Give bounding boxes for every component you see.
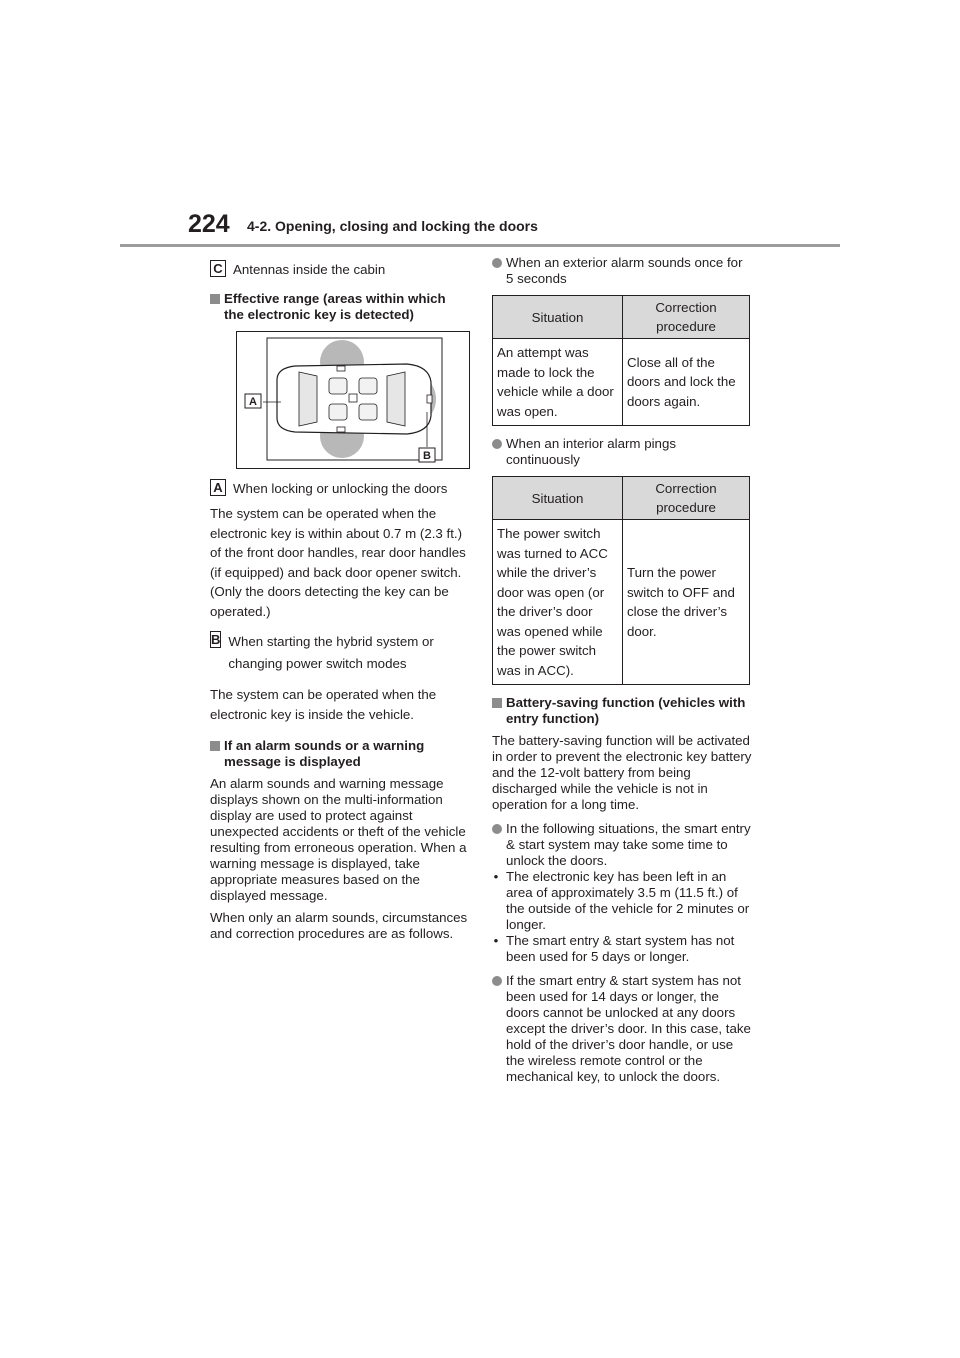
antenna-range-figure bbox=[236, 331, 470, 469]
paragraph-alarm-only: When only an alarm sounds, circumstances and correction procedures are as follows. bbox=[210, 910, 468, 941]
circle-bullet-icon bbox=[492, 439, 502, 449]
bullet-14-days-text: If the smart entry & start system has not been used for 14 days or longer, the doors cannot be unlocked at any doors except the driver’s door. In this case, take hold of the driver’s door handle, or use the wireless remote control or the mechanical key, to unlock the doors. bbox=[506, 973, 751, 1084]
car-top-view-illustration bbox=[237, 332, 469, 468]
heading-battery-saving bbox=[492, 695, 752, 727]
list-item bbox=[492, 869, 752, 933]
table-cell: Close all of the doors and lock the doors again. bbox=[623, 339, 750, 426]
heading-effective-range bbox=[210, 291, 468, 323]
circle-bullet-icon bbox=[492, 258, 502, 268]
page-number: 224 bbox=[188, 210, 230, 238]
bullet-situations-text: In the following situations, the smart entry & start system may take some time to unlock the doors. bbox=[506, 821, 751, 868]
caption-b-text: When starting the hybrid system or changing power switch modes bbox=[228, 634, 434, 671]
section-title: 4-2. Opening, closing and locking the doors bbox=[247, 218, 538, 234]
heading-alarm bbox=[210, 738, 468, 770]
heading-effective-range-text: Effective range (areas within which the electronic key is detected) bbox=[224, 291, 446, 322]
paragraph-battery-saving: The battery-saving function will be activated in order to prevent the electronic key battery and the 12-volt battery from being discharged while the vehicle is not in operation for a long time. bbox=[492, 733, 752, 812]
caption-c bbox=[210, 260, 468, 279]
caption-a-text: When locking or unlocking the doors bbox=[233, 481, 448, 496]
table-header-cell: Correction procedure bbox=[623, 477, 750, 520]
bullet-exterior-alarm-text: When an exterior alarm sounds once for 5 seconds bbox=[506, 255, 743, 286]
dot-icon: • bbox=[493, 869, 499, 884]
table-row bbox=[493, 520, 750, 685]
label-c-box: C bbox=[210, 260, 226, 277]
label-a-box: A bbox=[210, 479, 226, 496]
table-header-cell: Situation bbox=[493, 296, 623, 339]
table-exterior-alarm bbox=[492, 295, 750, 426]
paragraph-range-doors: The system can be operated when the electronic key is within about 0.7 m (2.3 ft.) of the front door handles, rear door handles (if equipped) and back door opener switch. (Only the doors detecting the key can be operated.) bbox=[210, 506, 466, 619]
square-bullet-icon bbox=[210, 294, 220, 304]
list-item-text: The electronic key has been left in an area of approximately 3.5 m (11.5 ft.) of the outside of the vehicle for 2 minutes or longer. bbox=[506, 869, 750, 932]
figure-label-a: A bbox=[249, 396, 257, 408]
left-column bbox=[210, 260, 468, 942]
label-b-box: B bbox=[211, 632, 221, 647]
circle-bullet-icon bbox=[492, 824, 502, 834]
table-header-row bbox=[493, 296, 750, 339]
table-header-row bbox=[493, 477, 750, 520]
square-bullet-icon bbox=[210, 741, 220, 751]
table-cell: An attempt was made to lock the vehicle while a door was open. bbox=[493, 339, 623, 426]
right-column bbox=[492, 255, 752, 1085]
caption-c-text: Antennas inside the cabin bbox=[233, 262, 386, 277]
heading-battery-saving-text: Battery-saving function (vehicles with entry function) bbox=[506, 695, 746, 726]
paragraph-range-inside: The system can be operated when the electronic key is inside the vehicle. bbox=[210, 687, 437, 722]
caption-a bbox=[210, 479, 468, 498]
square-bullet-icon bbox=[492, 698, 502, 708]
caption-b bbox=[210, 631, 468, 675]
header-rule bbox=[120, 244, 840, 247]
bullet-interior-alarm-text: When an interior alarm pings continuously bbox=[506, 436, 676, 467]
list-item-text: The smart entry & start system has not been used for 5 days or longer. bbox=[506, 933, 735, 964]
table-cell: Turn the power switch to OFF and close the driver’s door. bbox=[623, 520, 750, 685]
circle-bullet-icon bbox=[492, 976, 502, 986]
heading-alarm-text: If an alarm sounds or a warning message is displayed bbox=[224, 738, 425, 769]
table-row bbox=[493, 339, 750, 426]
bullet-interior-alarm bbox=[492, 436, 752, 468]
bullet-situations bbox=[492, 821, 752, 869]
figure-label-b: B bbox=[423, 450, 431, 462]
list-item bbox=[492, 933, 752, 965]
table-header-cell: Correction procedure bbox=[623, 296, 750, 339]
table-interior-alarm bbox=[492, 476, 750, 685]
dot-icon: • bbox=[493, 933, 499, 948]
bullet-14-days bbox=[492, 973, 752, 1085]
table-header-cell: Situation bbox=[493, 477, 623, 520]
paragraph-alarm-info: An alarm sounds and warning message displays shown on the multi-information display are used to protect against unexpected accidents or theft of the vehicle resulting from erroneous operation. When a warning message is displayed, take appropriate measures based on the displayed message. bbox=[210, 776, 467, 903]
bullet-exterior-alarm bbox=[492, 255, 752, 287]
table-cell: The power switch was turned to ACC while the driver’s door was open (or the driver’s door was opened while the power switch was in ACC). bbox=[493, 520, 623, 685]
